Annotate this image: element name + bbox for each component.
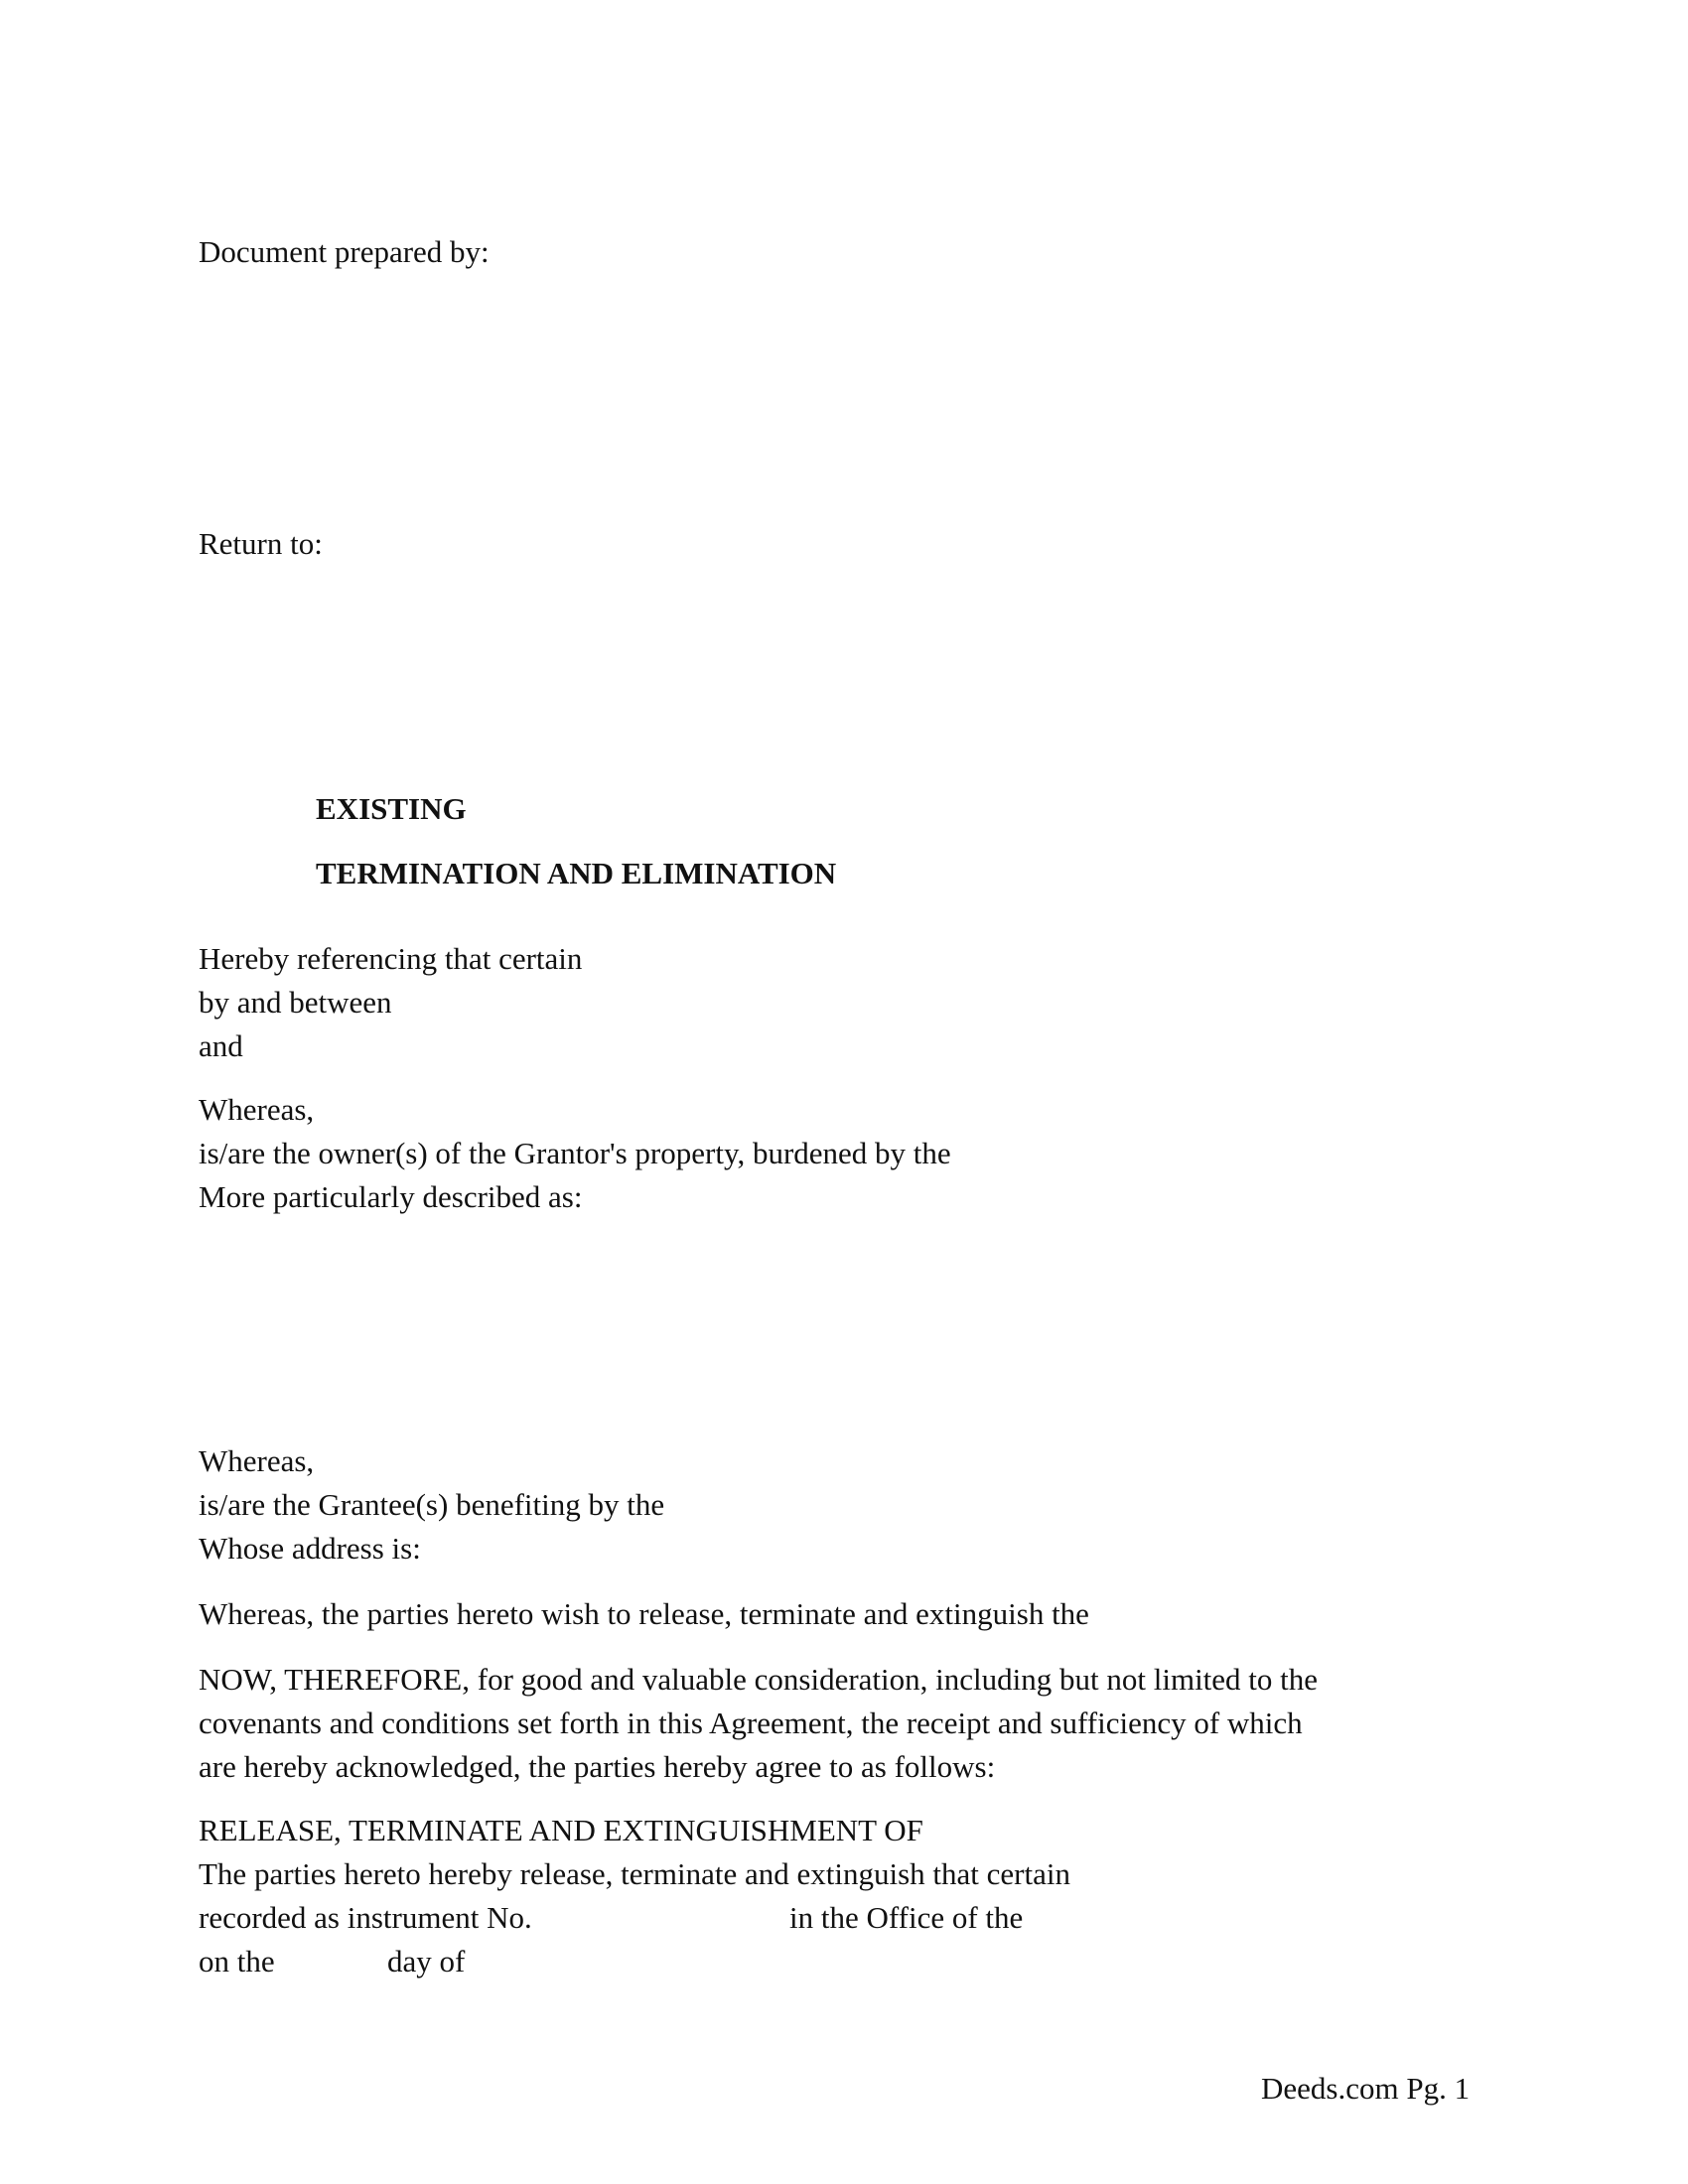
reference-line-1: Hereby referencing that certain [199,941,583,976]
reference-line-2: by and between [199,985,392,1020]
prepared-by-label: Document prepared by: [199,234,490,269]
now-therefore-line-3: are hereby acknowledged, the parties hereby agree to as follows: [199,1749,996,1784]
day-of-label: day of [387,1944,466,1979]
reference-line-3: and [199,1028,243,1063]
return-to-label: Return to: [199,526,323,561]
title-line-1: EXISTING [316,791,467,826]
on-the-label: on the [199,1944,275,1979]
now-therefore-line-1: NOW, THEREFORE, for good and valuable consideration, including but not limited to the [199,1662,1319,1697]
whereas-grantee-line-3: Whose address is: [199,1531,421,1566]
recorded-instrument-label: recorded as instrument No. [199,1900,532,1935]
page-footer: Deeds.com Pg. 1 [1261,2071,1471,2106]
now-therefore-line-2: covenants and conditions set forth in this Agreement, the receipt and sufficiency of which [199,1706,1303,1740]
office-of-label: in the Office of the [789,1900,1024,1935]
whereas-grantee-line-2: is/are the Grantee(s) benefiting by the [199,1487,665,1522]
whereas-release-line: Whereas, the parties hereto wish to release, terminate and extinguish the [199,1596,1089,1631]
whereas-grantor-line-3: More particularly described as: [199,1179,583,1214]
release-line-1: The parties hereto hereby release, terminate and extinguish that certain [199,1856,1070,1891]
release-heading: RELEASE, TERMINATE AND EXTINGUISHMENT OF [199,1813,923,1847]
whereas-grantor-line-2: is/are the owner(s) of the Grantor's property, burdened by the [199,1136,951,1170]
whereas-grantor-line-1: Whereas, [199,1092,315,1127]
whereas-grantee-line-1: Whereas, [199,1443,315,1478]
title-line-2: TERMINATION AND ELIMINATION [316,856,837,890]
